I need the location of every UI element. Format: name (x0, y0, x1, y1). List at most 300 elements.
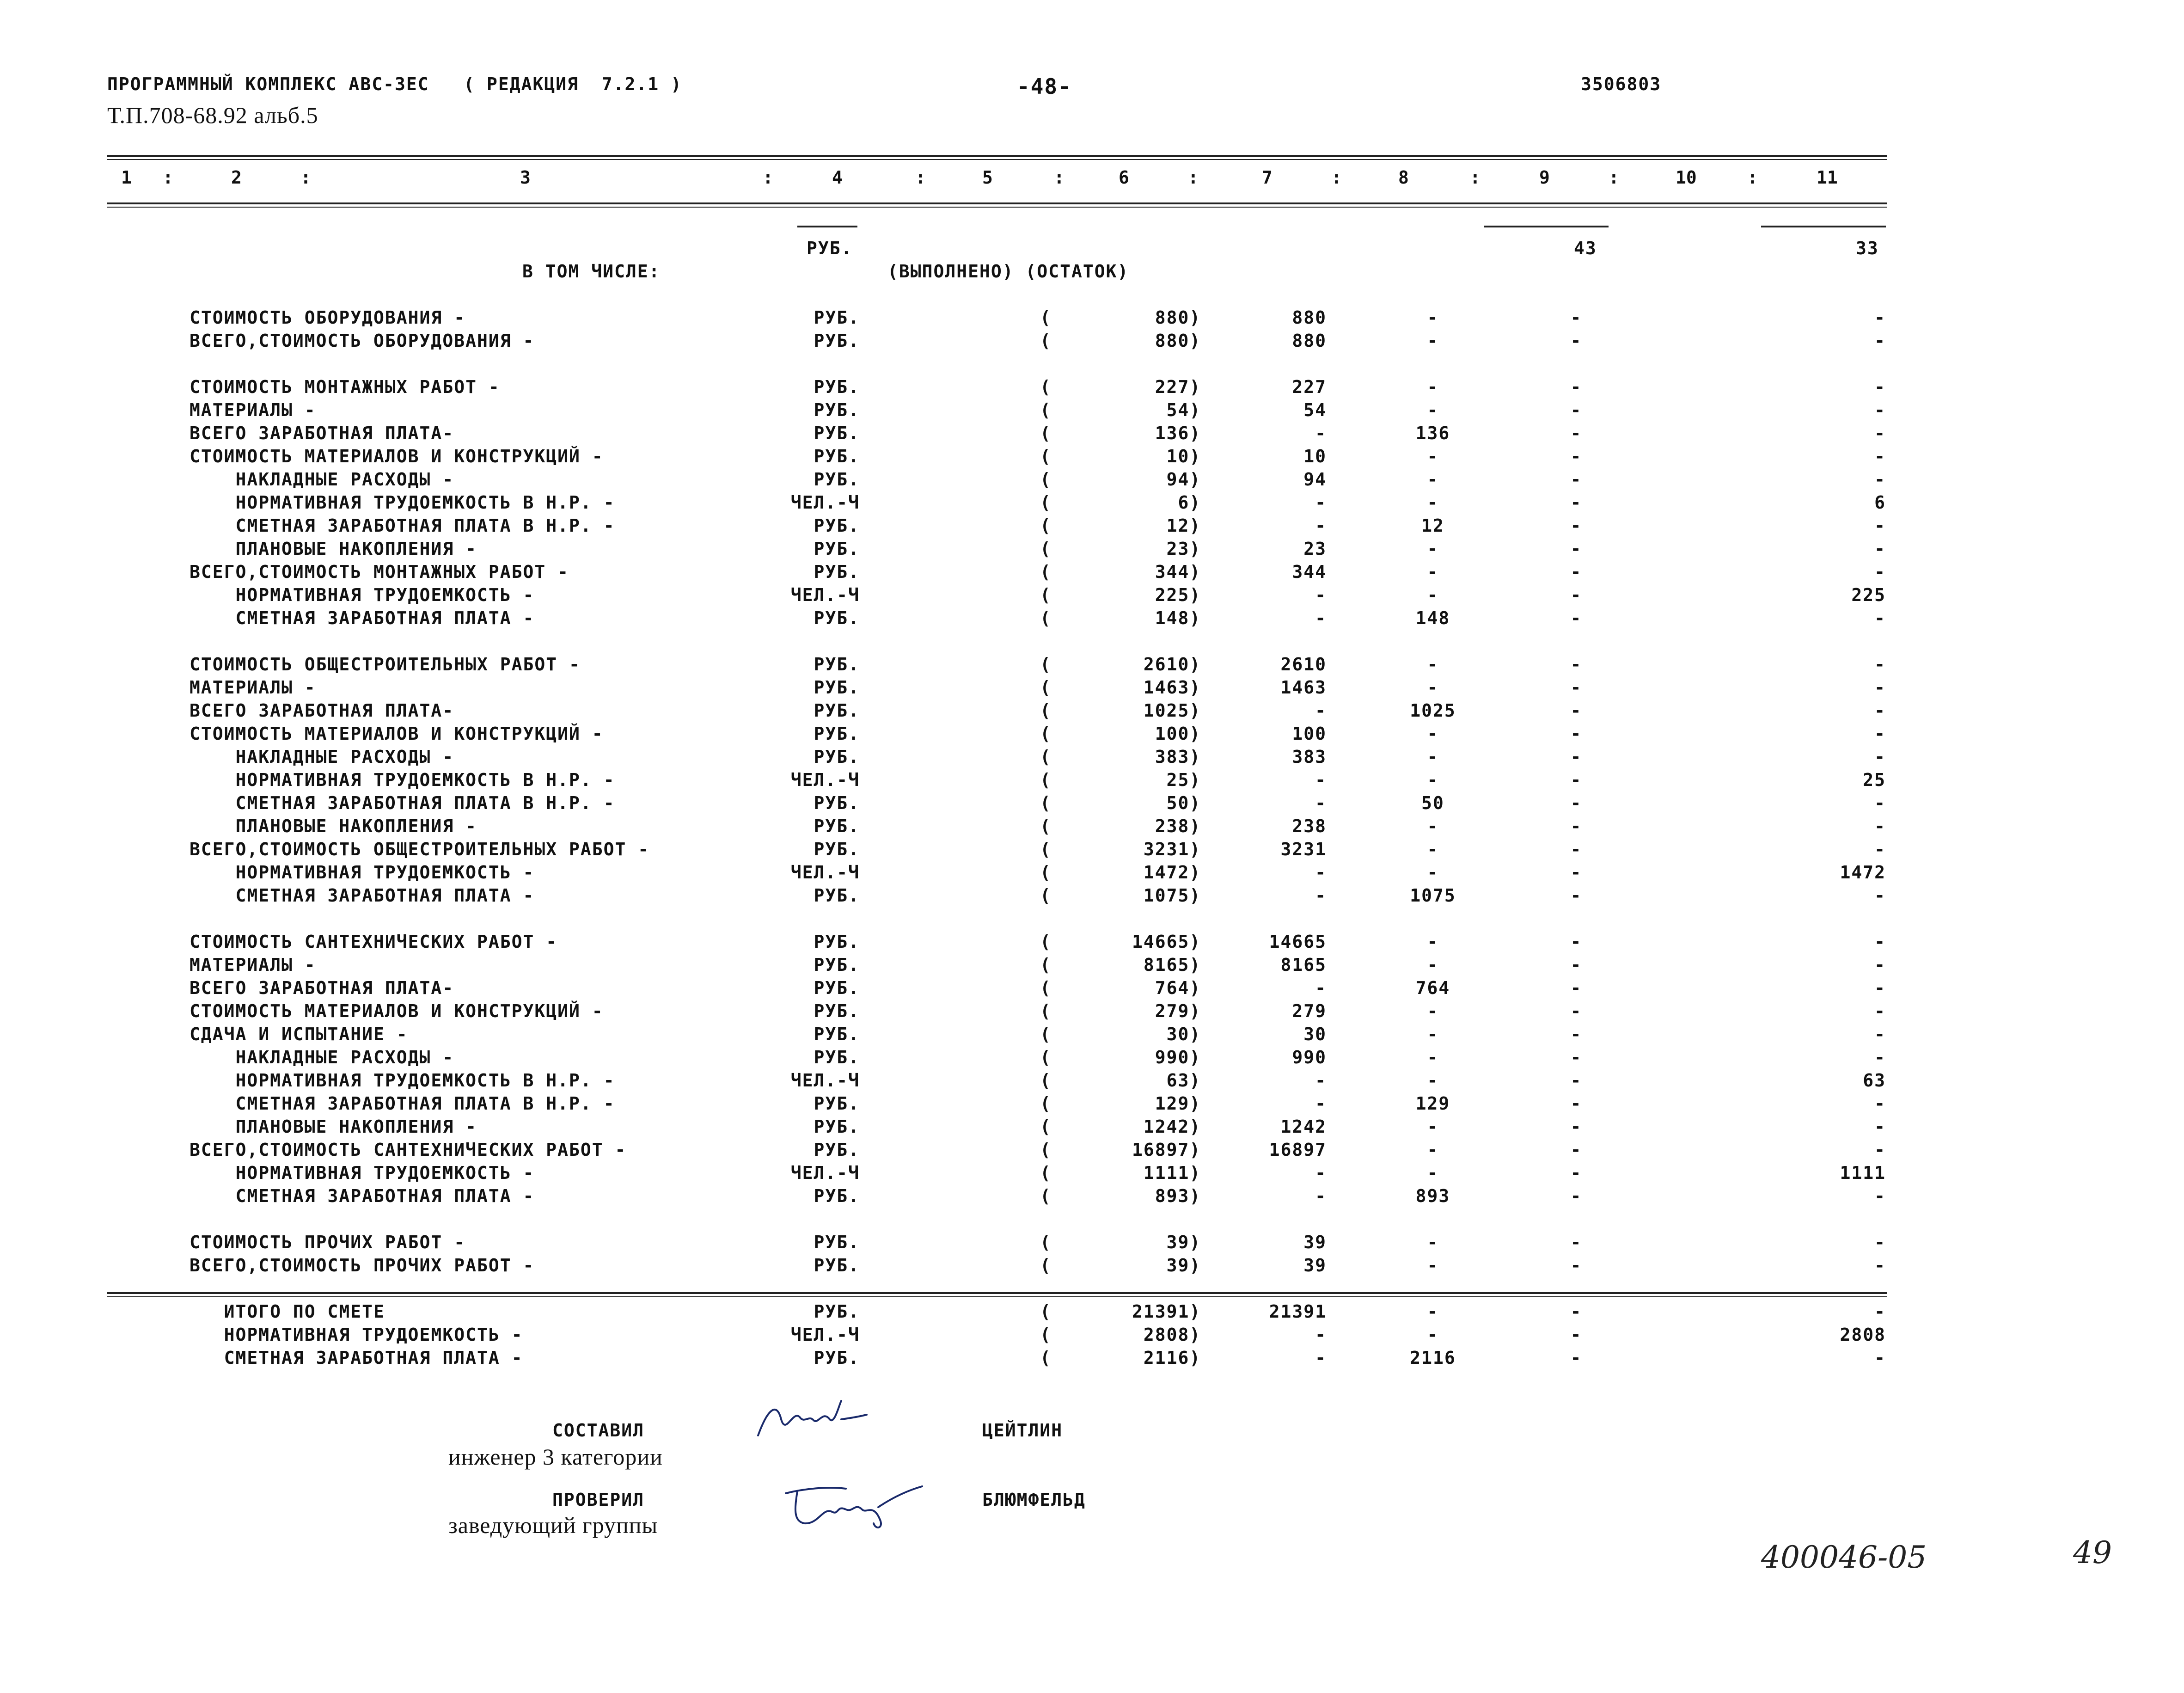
row-name: СТОИМОСТЬ МАТЕРИАЛОВ И КОНСТРУКЦИЙ - (190, 724, 604, 744)
row-unit: РУБ. (814, 932, 860, 952)
row-col9: - (1570, 1348, 1582, 1368)
row-col11: - (1874, 1047, 1886, 1067)
row-col8: - (1427, 539, 1439, 559)
row-remaining: 344 (1292, 562, 1327, 582)
table-row (0, 1024, 2184, 1046)
row-completed: ( 63) (1040, 1070, 1201, 1091)
row-col8: - (1427, 331, 1439, 351)
table-row (0, 1140, 2184, 1162)
row-unit: ЧЕЛ.-Ч (790, 585, 860, 605)
row-remaining: 3231 (1280, 839, 1327, 859)
document-code: 3506803 (1581, 74, 1662, 94)
table-row (0, 1348, 2184, 1370)
row-col8: - (1427, 400, 1439, 420)
row-unit: РУБ. (814, 654, 860, 675)
project-reference: Т.П.708-68.92 альб.5 (107, 102, 318, 128)
row-col11: - (1874, 331, 1886, 351)
row-name: ПЛАНОВЫЕ НАКОПЛЕНИЯ - (190, 1116, 477, 1137)
row-col8: - (1427, 1047, 1439, 1067)
table-row (0, 677, 2184, 699)
row-col9: - (1570, 862, 1582, 883)
row-completed: ( 2610) (1040, 654, 1201, 675)
row-col11: - (1874, 539, 1886, 559)
row-remaining: - (1315, 700, 1327, 721)
row-col11: - (1874, 932, 1886, 952)
row-col9: - (1570, 539, 1582, 559)
row-name: ВСЕГО,СТОИМОСТЬ ОБОРУДОВАНИЯ - (190, 331, 535, 351)
row-completed: ( 16897) (1040, 1140, 1201, 1160)
row-unit: РУБ. (814, 1232, 860, 1252)
row-remaining: 14665 (1269, 932, 1327, 952)
row-name: МАТЕРИАЛЫ - (190, 400, 316, 420)
totals-rule-2 (107, 1296, 1887, 1297)
row-completed: ( 1025) (1040, 700, 1201, 721)
row-col8: 1075 (1410, 885, 1456, 906)
row-col9: - (1570, 446, 1582, 466)
row-name: СМЕТНАЯ ЗАРАБОТНАЯ ПЛАТА В Н.Р. - (190, 1093, 615, 1114)
row-col9: - (1570, 1325, 1582, 1345)
row-col8: - (1427, 1024, 1439, 1044)
row-col9: - (1570, 747, 1582, 767)
row-col11: 225 (1851, 585, 1886, 605)
row-name: НОРМАТИВНАЯ ТРУДОЕМКОСТЬ - (190, 1163, 535, 1183)
intro-label: В ТОМ ЧИСЛЕ: (522, 261, 661, 282)
row-col8: 136 (1415, 423, 1450, 443)
row-unit: РУБ. (814, 539, 860, 559)
row-col8: - (1427, 1301, 1439, 1322)
row-unit: РУБ. (814, 839, 860, 859)
table-row (0, 1001, 2184, 1023)
column-number: 9 (1539, 167, 1550, 188)
row-name: ВСЕГО,СТОИМОСТЬ ОБЩЕСТРОИТЕЛЬНЫХ РАБОТ - (190, 839, 650, 859)
row-col8: - (1427, 955, 1439, 975)
row-col8: - (1427, 377, 1439, 397)
row-unit: РУБ. (814, 955, 860, 975)
table-row (0, 793, 2184, 815)
table-row (0, 515, 2184, 538)
table-top-rule-2 (107, 159, 1887, 160)
row-completed: ( 880) (1040, 331, 1201, 351)
row-col11: - (1874, 978, 1886, 998)
table-row (0, 1255, 2184, 1277)
row-col9: - (1570, 1232, 1582, 1252)
row-remaining: - (1315, 423, 1327, 443)
intro-unit: РУБ. (807, 238, 853, 258)
row-remaining: 94 (1303, 469, 1327, 490)
rule-col11 (1761, 226, 1886, 227)
table-row (0, 1209, 2184, 1231)
table-row (0, 700, 2184, 723)
row-col11: - (1874, 1140, 1886, 1160)
row-col9: - (1570, 1140, 1582, 1160)
table-row (0, 1301, 2184, 1324)
row-col8: - (1427, 469, 1439, 490)
row-col9: - (1570, 1163, 1582, 1183)
row-col9: - (1570, 700, 1582, 721)
row-name: НОРМАТИВНАЯ ТРУДОЕМКОСТЬ В Н.Р. - (190, 1070, 615, 1091)
table-top-rule (107, 155, 1887, 157)
program-title: ПРОГРАММНЫЙ КОМПЛЕКС АВС-ЗЕС ( РЕДАКЦИЯ 7.2.1 ) (107, 74, 682, 94)
row-remaining: - (1315, 1070, 1327, 1091)
row-remaining: - (1315, 1325, 1327, 1345)
row-completed: ( 1472) (1040, 862, 1201, 883)
table-row (0, 955, 2184, 977)
row-remaining: 39 (1303, 1232, 1327, 1252)
table-row (0, 1186, 2184, 1208)
column-number: 11 (1817, 167, 1838, 188)
row-unit: РУБ. (814, 1186, 860, 1206)
row-col11: - (1874, 423, 1886, 443)
row-completed: ( 279) (1040, 1001, 1201, 1021)
row-col8: 129 (1415, 1093, 1450, 1114)
row-remaining: 880 (1292, 307, 1327, 328)
row-name: ВСЕГО ЗАРАБОТНАЯ ПЛАТА- (190, 978, 454, 998)
intro-value-col11: 33 (1856, 238, 1879, 258)
row-name: НОРМАТИВНАЯ ТРУДОЕМКОСТЬ В Н.Р. - (190, 492, 615, 513)
row-unit: РУБ. (814, 700, 860, 721)
archive-code: 400046-05 (1761, 1540, 1927, 1575)
column-separator: : (163, 167, 173, 188)
row-completed: ( 12) (1040, 515, 1201, 536)
column-separator: : (1188, 167, 1199, 188)
column-number: 3 (520, 167, 531, 188)
table-row (0, 654, 2184, 676)
row-unit: ЧЕЛ.-Ч (790, 1163, 860, 1183)
row-remaining: 23 (1303, 539, 1327, 559)
row-name: ПЛАНОВЫЕ НАКОПЛЕНИЯ - (190, 816, 477, 836)
row-completed: ( 225) (1040, 585, 1201, 605)
table-row (0, 1070, 2184, 1092)
table-row (0, 978, 2184, 1000)
row-remaining: 2610 (1280, 654, 1327, 675)
row-col9: - (1570, 469, 1582, 490)
row-remaining: - (1315, 515, 1327, 536)
row-unit: РУБ. (814, 1348, 860, 1368)
row-unit: РУБ. (814, 1024, 860, 1044)
checked-position: заведующий группы (448, 1512, 658, 1538)
row-completed: ( 8165) (1040, 955, 1201, 975)
row-name: ИТОГО ПО СМЕТЕ (190, 1301, 385, 1322)
column-number: 7 (1262, 167, 1272, 188)
column-number: 5 (982, 167, 993, 188)
row-completed: ( 25) (1040, 770, 1201, 790)
row-col9: - (1570, 1024, 1582, 1044)
row-unit: РУБ. (814, 1255, 860, 1276)
checked-label: ПРОВЕРИЛ (552, 1490, 645, 1510)
column-number: 4 (832, 167, 843, 188)
row-col9: - (1570, 1070, 1582, 1091)
table-row (0, 446, 2184, 468)
row-col11: - (1874, 1024, 1886, 1044)
row-completed: ( 54) (1040, 400, 1201, 420)
column-number: 6 (1119, 167, 1129, 188)
table-row (0, 839, 2184, 861)
row-col11: - (1874, 700, 1886, 721)
row-remaining: 1463 (1280, 677, 1327, 698)
row-unit: РУБ. (814, 400, 860, 420)
row-col8: - (1427, 839, 1439, 859)
row-name: СМЕТНАЯ ЗАРАБОТНАЯ ПЛАТА В Н.Р. - (190, 515, 615, 536)
row-col11: - (1874, 608, 1886, 628)
row-col11: 63 (1863, 1070, 1886, 1091)
row-unit: РУБ. (814, 724, 860, 744)
row-col9: - (1570, 608, 1582, 628)
row-unit: РУБ. (814, 307, 860, 328)
row-col8: - (1427, 1325, 1439, 1345)
row-col9: - (1570, 377, 1582, 397)
row-name: СМЕТНАЯ ЗАРАБОТНАЯ ПЛАТА В Н.Р. - (190, 793, 615, 813)
column-separator: : (1470, 167, 1480, 188)
row-col8: - (1427, 1140, 1439, 1160)
row-col8: - (1427, 724, 1439, 744)
row-col9: - (1570, 400, 1582, 420)
row-unit: РУБ. (814, 446, 860, 466)
table-row (0, 492, 2184, 515)
row-name: ВСЕГО ЗАРАБОТНАЯ ПЛАТА- (190, 700, 454, 721)
row-completed: ( 50) (1040, 793, 1201, 813)
row-remaining: 39 (1303, 1255, 1327, 1276)
table-row (0, 770, 2184, 792)
row-col8: - (1427, 816, 1439, 836)
row-col9: - (1570, 1255, 1582, 1276)
row-col9: - (1570, 793, 1582, 813)
row-remaining: - (1315, 770, 1327, 790)
row-name: ВСЕГО,СТОИМОСТЬ ПРОЧИХ РАБОТ - (190, 1255, 535, 1276)
row-remaining: 30 (1303, 1024, 1327, 1044)
table-row (0, 1093, 2184, 1116)
row-unit: РУБ. (814, 1140, 860, 1160)
table-row (0, 331, 2184, 353)
row-col8: - (1427, 562, 1439, 582)
table-row (0, 585, 2184, 607)
row-completed: ( 2808) (1040, 1325, 1201, 1345)
row-remaining: 100 (1292, 724, 1327, 744)
row-completed: ( 1242) (1040, 1116, 1201, 1137)
composed-signature (749, 1392, 878, 1452)
rule-col4 (797, 226, 857, 227)
composed-position: инженер 3 категории (448, 1444, 663, 1470)
column-number: 2 (231, 167, 242, 188)
row-col9: - (1570, 654, 1582, 675)
row-col8: - (1427, 770, 1439, 790)
row-name: МАТЕРИАЛЫ - (190, 677, 316, 698)
row-name: СМЕТНАЯ ЗАРАБОТНАЯ ПЛАТА - (190, 1186, 535, 1206)
row-name: ПЛАНОВЫЕ НАКОПЛЕНИЯ - (190, 539, 477, 559)
row-name: НОРМАТИВНАЯ ТРУДОЕМКОСТЬ - (190, 862, 535, 883)
row-remaining: 238 (1292, 816, 1327, 836)
row-col8: 764 (1415, 978, 1450, 998)
row-col9: - (1570, 1116, 1582, 1137)
row-remaining: 54 (1303, 400, 1327, 420)
column-separator: : (915, 167, 926, 188)
row-col8: - (1427, 1116, 1439, 1137)
row-completed: ( 344) (1040, 562, 1201, 582)
row-name: СМЕТНАЯ ЗАРАБОТНАЯ ПЛАТА - (190, 1348, 523, 1368)
row-col8: - (1427, 1163, 1439, 1183)
row-name: ВСЕГО ЗАРАБОТНАЯ ПЛАТА- (190, 423, 454, 443)
row-col11: 2808 (1840, 1325, 1886, 1345)
row-completed: ( 880) (1040, 307, 1201, 328)
row-col11: - (1874, 839, 1886, 859)
composed-label: СОСТАВИЛ (552, 1420, 645, 1441)
row-remaining: - (1315, 492, 1327, 513)
row-remaining: - (1315, 793, 1327, 813)
row-name: СМЕТНАЯ ЗАРАБОТНАЯ ПЛАТА - (190, 608, 535, 628)
row-name: НАКЛАДНЫЕ РАСХОДЫ - (190, 1047, 454, 1067)
row-unit: РУБ. (814, 747, 860, 767)
row-name: НОРМАТИВНАЯ ТРУДОЕМКОСТЬ В Н.Р. - (190, 770, 615, 790)
checked-signature (777, 1470, 934, 1535)
row-col11: - (1874, 747, 1886, 767)
row-col11: 6 (1874, 492, 1886, 513)
row-col11: - (1874, 885, 1886, 906)
row-unit: РУБ. (814, 816, 860, 836)
row-completed: ( 10) (1040, 446, 1201, 466)
row-name: МАТЕРИАЛЫ - (190, 955, 316, 975)
row-col9: - (1570, 1001, 1582, 1021)
composed-name: ЦЕЙТЛИН (982, 1420, 1063, 1441)
row-unit: РУБ. (814, 1093, 860, 1114)
row-completed: ( 227) (1040, 377, 1201, 397)
row-col8: - (1427, 585, 1439, 605)
row-col9: - (1570, 770, 1582, 790)
row-col8: 50 (1421, 793, 1444, 813)
row-name: НОРМАТИВНАЯ ТРУДОЕМКОСТЬ - (190, 585, 535, 605)
table-row (0, 400, 2184, 422)
row-unit: РУБ. (814, 1116, 860, 1137)
table-row (0, 747, 2184, 769)
row-completed: ( 764) (1040, 978, 1201, 998)
row-col11: - (1874, 955, 1886, 975)
row-completed: ( 94) (1040, 469, 1201, 490)
table-row (0, 631, 2184, 653)
row-unit: РУБ. (814, 331, 860, 351)
row-col8: - (1427, 1001, 1439, 1021)
row-col11: - (1874, 677, 1886, 698)
column-number: 1 (121, 167, 132, 188)
totals-rule (107, 1292, 1887, 1294)
row-col11: - (1874, 1255, 1886, 1276)
table-row (0, 562, 2184, 584)
row-unit: ЧЕЛ.-Ч (790, 862, 860, 883)
row-col9: - (1570, 885, 1582, 906)
row-col9: - (1570, 1186, 1582, 1206)
row-col11: - (1874, 1232, 1886, 1252)
table-row (0, 816, 2184, 838)
row-completed: ( 383) (1040, 747, 1201, 767)
row-completed: ( 1075) (1040, 885, 1201, 906)
table-row (0, 377, 2184, 399)
row-unit: ЧЕЛ.-Ч (790, 770, 860, 790)
row-col8: 12 (1421, 515, 1444, 536)
row-col9: - (1570, 423, 1582, 443)
table-row (0, 1116, 2184, 1139)
row-col8: - (1427, 492, 1439, 513)
row-unit: ЧЕЛ.-Ч (790, 1325, 860, 1345)
table-row (0, 908, 2184, 931)
page-number: -48- (1017, 74, 1072, 99)
row-col8: 1025 (1410, 700, 1456, 721)
row-remaining: 16897 (1269, 1140, 1327, 1160)
table-row (0, 1325, 2184, 1347)
row-completed: ( 39) (1040, 1255, 1201, 1276)
row-col9: - (1570, 562, 1582, 582)
rule-col9 (1484, 226, 1609, 227)
row-col11: - (1874, 1001, 1886, 1021)
row-remaining: 227 (1292, 377, 1327, 397)
row-col9: - (1570, 932, 1582, 952)
row-col8: - (1427, 932, 1439, 952)
row-col8: - (1427, 862, 1439, 883)
row-unit: РУБ. (814, 377, 860, 397)
row-col8: 2116 (1410, 1348, 1456, 1368)
row-name: НАКЛАДНЫЕ РАСХОДЫ - (190, 469, 454, 490)
row-col9: - (1570, 978, 1582, 998)
row-completed: ( 6) (1040, 492, 1201, 513)
column-header-rule-2 (107, 207, 1887, 208)
column-separator: : (1331, 167, 1342, 188)
row-col11: - (1874, 1186, 1886, 1206)
table-row (0, 539, 2184, 561)
row-completed: ( 129) (1040, 1093, 1201, 1114)
table-row (0, 932, 2184, 954)
column-separator: : (1054, 167, 1064, 188)
row-completed: ( 39) (1040, 1232, 1201, 1252)
row-completed: ( 14665) (1040, 932, 1201, 952)
row-remaining: - (1315, 1348, 1327, 1368)
row-unit: РУБ. (814, 469, 860, 490)
table-row (0, 608, 2184, 630)
table-row (0, 724, 2184, 746)
row-col8: - (1427, 747, 1439, 767)
column-separator: : (1747, 167, 1758, 188)
row-completed: ( 30) (1040, 1024, 1201, 1044)
row-col9: - (1570, 515, 1582, 536)
row-completed: ( 100) (1040, 724, 1201, 744)
table-row (0, 862, 2184, 884)
row-remaining: - (1315, 585, 1327, 605)
row-completed: ( 148) (1040, 608, 1201, 628)
row-unit: РУБ. (814, 515, 860, 536)
row-name: СТОИМОСТЬ ОБЩЕСТРОИТЕЛЬНЫХ РАБОТ - (190, 654, 581, 675)
row-col8: 893 (1415, 1186, 1450, 1206)
column-separator: : (1609, 167, 1619, 188)
column-separator: : (300, 167, 311, 188)
row-completed: ( 893) (1040, 1186, 1201, 1206)
row-col9: - (1570, 492, 1582, 513)
row-col9: - (1570, 1301, 1582, 1322)
row-remaining: - (1315, 1186, 1327, 1206)
row-name: НАКЛАДНЫЕ РАСХОДЫ - (190, 747, 454, 767)
row-col11: - (1874, 724, 1886, 744)
row-unit: РУБ. (814, 978, 860, 998)
column-number: 10 (1676, 167, 1697, 188)
row-remaining: 10 (1303, 446, 1327, 466)
row-unit: ЧЕЛ.-Ч (790, 1070, 860, 1091)
checked-name: БЛЮМФЕЛЬД (982, 1490, 1086, 1510)
row-unit: ЧЕЛ.-Ч (790, 492, 860, 513)
row-col9: - (1570, 331, 1582, 351)
row-col9: - (1570, 816, 1582, 836)
row-col11: - (1874, 1301, 1886, 1322)
row-unit: РУБ. (814, 1001, 860, 1021)
row-col11: - (1874, 654, 1886, 675)
row-col11: - (1874, 377, 1886, 397)
row-name: СТОИМОСТЬ МАТЕРИАЛОВ И КОНСТРУКЦИЙ - (190, 1001, 604, 1021)
intro-value-col9: 43 (1574, 238, 1597, 258)
row-col8: 148 (1415, 608, 1450, 628)
row-name: СМЕТНАЯ ЗАРАБОТНАЯ ПЛАТА - (190, 885, 535, 906)
